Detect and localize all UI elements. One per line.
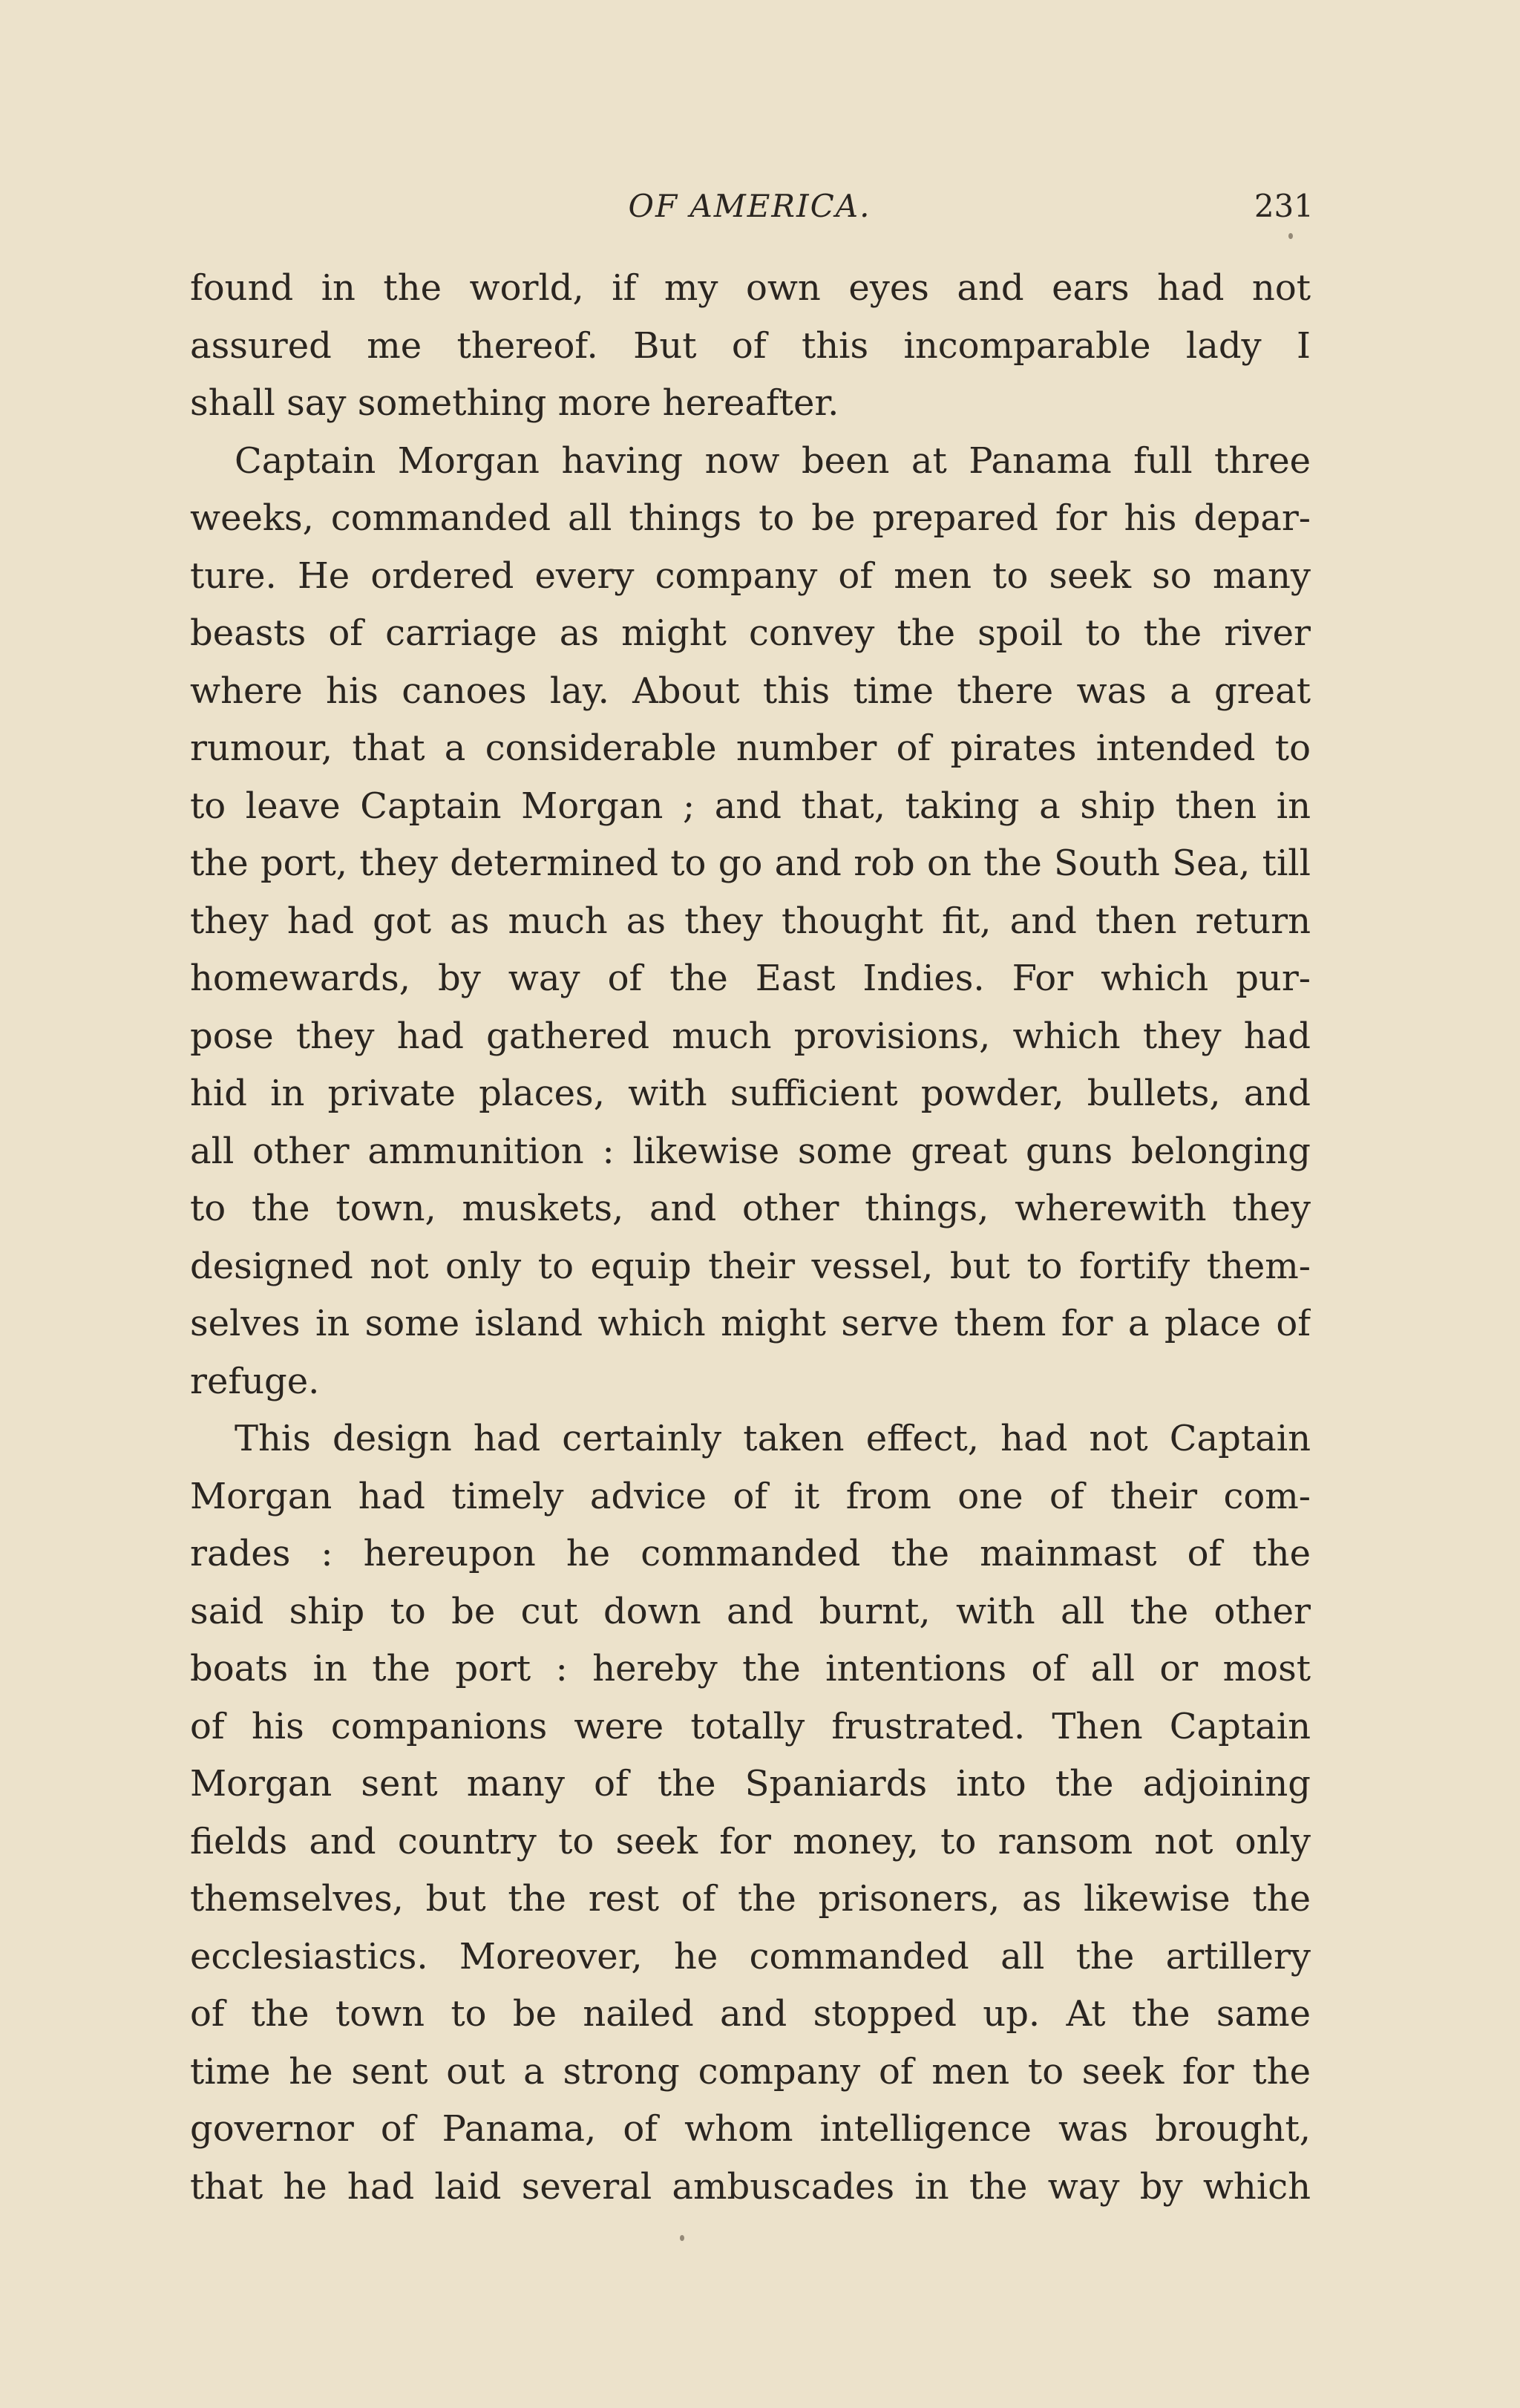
text-line: weeks, commanded all things to be prepared for his depar- <box>190 497 1311 539</box>
text-line: Morgan sent many of the Spaniards into the adjoining <box>190 1763 1311 1805</box>
paragraph-1 <box>190 260 1311 433</box>
text-line: hid in private places, with sufficient powder, bullets, and <box>190 1073 1311 1114</box>
text-line: designed not only to equip their vessel, but to fortify them- <box>190 1245 1311 1287</box>
print-speck <box>1288 233 1293 239</box>
text-line: to leave Captain Morgan ; and that, taking a ship then in <box>190 785 1311 827</box>
text-line: beasts of carriage as might convey the spoil to the river <box>190 612 1311 654</box>
page-number: 231 <box>1254 188 1314 224</box>
text-line: Captain Morgan having now been at Panama full three <box>235 439 1311 482</box>
text-line: said ship to be cut down and burnt, with all the other <box>190 1590 1311 1632</box>
text-line: rades : hereupon he commanded the mainmast of the <box>190 1533 1311 1574</box>
text-line: all other ammunition : likewise some great guns belonging <box>190 1130 1311 1172</box>
text-line: found in the world, if my own eyes and ears had not <box>190 267 1311 309</box>
text-line: fields and country to seek for money, to ransom not only <box>190 1820 1311 1862</box>
running-title: OF AMERICA. <box>628 188 871 224</box>
text-line: refuge. <box>190 1360 320 1402</box>
text-line: time he sent out a strong company of men to seek for the <box>190 2050 1311 2093</box>
body-text <box>190 260 1311 2216</box>
text-line: boats in the port : hereby the intentions of all or most <box>190 1648 1311 1689</box>
text-line: ecclesiastics. Moreover, he commanded all the artillery <box>190 1935 1311 1977</box>
paragraph-2 <box>190 433 1311 1411</box>
text-line: Morgan had timely advice of it from one of their com- <box>190 1475 1311 1517</box>
text-line: assured me thereof. But of this incomparable lady I <box>190 324 1311 367</box>
text-line: of the town to be nailed and stopped up. At the same <box>190 1993 1311 2035</box>
text-line: the port, they determined to go and rob on the South Sea, till <box>190 843 1311 884</box>
print-speck <box>680 2235 684 2241</box>
running-head <box>186 184 1314 229</box>
text-line: that he had laid several ambuscades in the way by which <box>190 2165 1311 2208</box>
text-line: where his canoes lay. About this time there was a great <box>190 670 1311 712</box>
text-line: of his companions were totally frustrated. Then Captain <box>190 1705 1311 1747</box>
text-line: selves in some island which might serve them for a place of <box>190 1303 1311 1344</box>
text-line: they had got as much as they thought fit, and then return <box>190 900 1311 942</box>
paragraph-3 <box>190 1410 1311 2216</box>
text-line: homewards, by way of the East Indies. For which pur- <box>190 958 1311 999</box>
text-line: pose they had gathered much provisions, which they had <box>190 1015 1311 1057</box>
text-line: shall say something more hereafter. <box>190 382 839 424</box>
text-line: governor of Panama, of whom intelligence was brought, <box>190 2108 1311 2150</box>
text-line: rumour, that a considerable number of pirates intended to <box>190 727 1311 769</box>
text-line: themselves, but the rest of the prisoners, as likewise the <box>190 1878 1311 1920</box>
text-line: This design had certainly taken effect, had not Captain <box>235 1418 1311 1459</box>
text-line: to the town, muskets, and other things, wherewith they <box>190 1188 1311 1229</box>
text-line: ture. He ordered every company of men to seek so many <box>190 554 1311 597</box>
